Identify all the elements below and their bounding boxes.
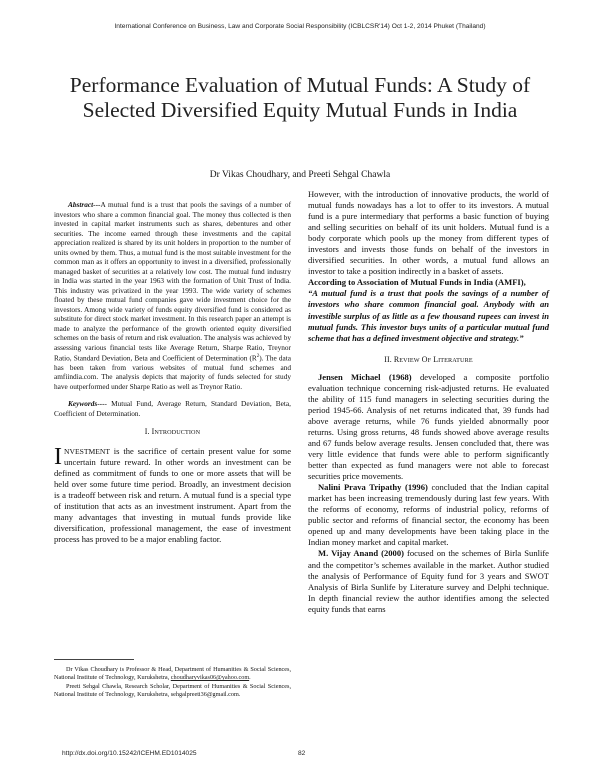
abstract-dashes: ---	[93, 200, 101, 209]
section-rest-o: F	[427, 356, 432, 364]
jensen-name: Jensen Michael (1968)	[318, 371, 412, 382]
footnote-rule	[54, 659, 134, 660]
section-cap: I	[151, 427, 155, 437]
review-vijay	[308, 548, 549, 614]
nalini-name: Nalini Prava Tripathy (1996)	[318, 482, 428, 493]
introduction-body	[54, 443, 291, 545]
abstract-sup: 2	[256, 354, 260, 359]
section-cap-r: R	[393, 354, 400, 364]
footnote-2: Preeti Sehgal Chawla, Research Scholar, Department of Humanities & Social Sciences, National Institute of Technology, Kurukshetra, sehgalpreeti36@gmail.com.	[54, 682, 291, 699]
keywords-text: - Mutual Fund, Average Return, Standard Deviation, Beta, Coefficient of Determination.	[54, 399, 291, 418]
section-heading-literature	[308, 354, 549, 366]
section-rest-r: EVIEW	[399, 356, 420, 364]
review-nalini	[308, 482, 549, 548]
page-number: 82	[298, 750, 306, 757]
nalini-text: concluded that the Indian capital market has been increasing tremendously during last few years. With the reforms of economy, reforms of industrial policy, reforms of public sector and reforms of financial sector, the economy has been opened up and many developments have been taking place in the Indian money market and capital market.	[308, 482, 549, 548]
section-cap-l: L	[433, 354, 439, 364]
footnote-1-end: .	[249, 674, 251, 682]
keywords-dashes: ---	[97, 399, 105, 409]
footnotes	[54, 659, 291, 700]
drop-cap: I	[54, 443, 62, 470]
intro-continued: However, with the introduction of innovative products, the world of mutual funds nowadays has a lot to offer to its investors. A mutual fund is a pure intermediary that performs a basic function of buying and selling securities on behalf of its unit holders. Mutual fund is a body corporate which pools up the money from different types of investors and invests those funds on behalf of the investors in diversified securities. In other words, a mutual fund allows an investor to take a position indirectly in a basket of assets.	[308, 189, 549, 277]
section-rest-l: ITERATURE	[438, 356, 473, 364]
vijay-text: focused on the schemes of Birla Sunlife and the competitor’s schemes available in the market. Author studied the analysis of Performance of Equity fund for 3 years and SWOT Analysis of Birla Sunlife by Literature survey and Delphi technique. In depth financial review the author identifies among the selected equity funds that earns	[308, 548, 549, 614]
section-rest: NTRODUCTION	[154, 429, 201, 437]
section-heading-introduction	[54, 427, 291, 438]
keywords	[54, 399, 291, 418]
vijay-name: M. Vijay Anand (2000)	[318, 548, 404, 559]
abstract-text-2: ). The data has been taken from various websites of mutual fund schemes and amfiindia.com. The analysis depicts that majority of funds selected for study have outperformed under Sharpe Ratio as well as Treynor Ratio.	[54, 353, 291, 391]
abstract-text: A mutual fund is a trust that pools the savings of a number of investors who share a common financial goal. The money thus collected is then invested in capital market instruments such as shares, debentures and other securities. The income earned through these investments and the capital appreciation realized is shared by its unit holders in proportion to the number of units owned by them. Thus, a mutual fund is the most suitable investment for the common man as it offers an opportunity to invest in a diversified, professionally managed basket of securities at a relatively low cost. The mutual fund industry in India was started in the year 1963 with the formation of Unit Trust of India. This industry was privatized in the year 1993. The wide variety of schemes floated by these mutual fund companies gave wide investment choice for the investors. Among wide variety of funds equity diversified fund is considered as substitute for direct stock market investment. In this research paper an attempt is made to analyze the performance of the growth oriented equity diversified schemes on the basis of return and risk evaluation. The analysis was achieved by assessing various financial tests like Average Return, Sharpe Ratio, Treynor Ratio, Standard Deviation, Beta and Coefficient of Determination (R	[54, 200, 291, 363]
jensen-text: developed a composite portfolio evaluation technique concerning risk-adjusted returns. He evaluated the ability of 115 fund managers in selecting securities during the period 1945-66. Analysis of net returns indicated that, 39 funds had above average returns, while 76 funds yielded abnormally poor returns. Using gross returns, 48 funds showed above average results and 67 funds below average results. Jensen concluded that, there was very little evidence that funds were able to perform significantly better than expected as fund managers were not able to forecast securities price movements.	[308, 371, 549, 482]
section-number: I.	[144, 427, 150, 437]
abstract	[54, 200, 291, 391]
doi-link[interactable]: http://dx.doi.org/10.15242/ICEHM.ED1014025	[62, 750, 197, 757]
keywords-label: Keywords	[68, 399, 98, 409]
running-header: International Conference on Business, Law and Corporate Social Responsibility (ICBLCSR'14) Oct 1-2, 2014 Phuket (Thailand)	[114, 23, 486, 30]
right-column	[308, 189, 549, 615]
intro-text: is the sacrifice of certain present value for some uncertain future reward. In other words an investment can be defined as commitment of funds to one or more assets that will be held over some future time period. Broadly, an investment decision is a tradeoff between risk and return. A mutual fund is a special type of institution that acts as an investment instrument. Apart from the many advantages that investing in mutual funds provide like diversification, professional management, the ease of investment process has proved to be a major enabling factor.	[54, 445, 291, 545]
authors-line: Dr Vikas Choudhary, and Preeti Sehgal Chawla	[209, 170, 391, 180]
section-cap-o: O	[421, 354, 428, 364]
abstract-label: Abstract	[68, 200, 94, 209]
amfi-heading: According to Association of Mutual Funds in India (AMFI),	[308, 277, 526, 288]
left-column	[54, 200, 291, 545]
paper-title: Performance Evaluation of Mutual Funds: A Study of Selected Diversified Equity Mutual Funds in India	[69, 73, 531, 122]
section-number-2: II.	[384, 354, 392, 364]
intro-first-word: NVESTMENT	[64, 446, 110, 456]
amfi-quote: “A mutual fund is a trust that pools the savings of a number of investors who share common financial goal. Anybody with an investible surplus of as little as a few thousand rupees can invest in mutual funds. This investor buys units of a particular mutual fund scheme that has a defined investment objective and strategy.”	[308, 288, 549, 343]
footnote-1: Dr Vikas Choudhary is Professor & Head, Department of Humanities & Social Sciences, National Institute of Technology, Kurukshetra,	[54, 666, 291, 682]
author-email-link[interactable]: choudharyvikas06@yahoo.com	[170, 674, 250, 682]
review-jensen	[308, 372, 549, 482]
